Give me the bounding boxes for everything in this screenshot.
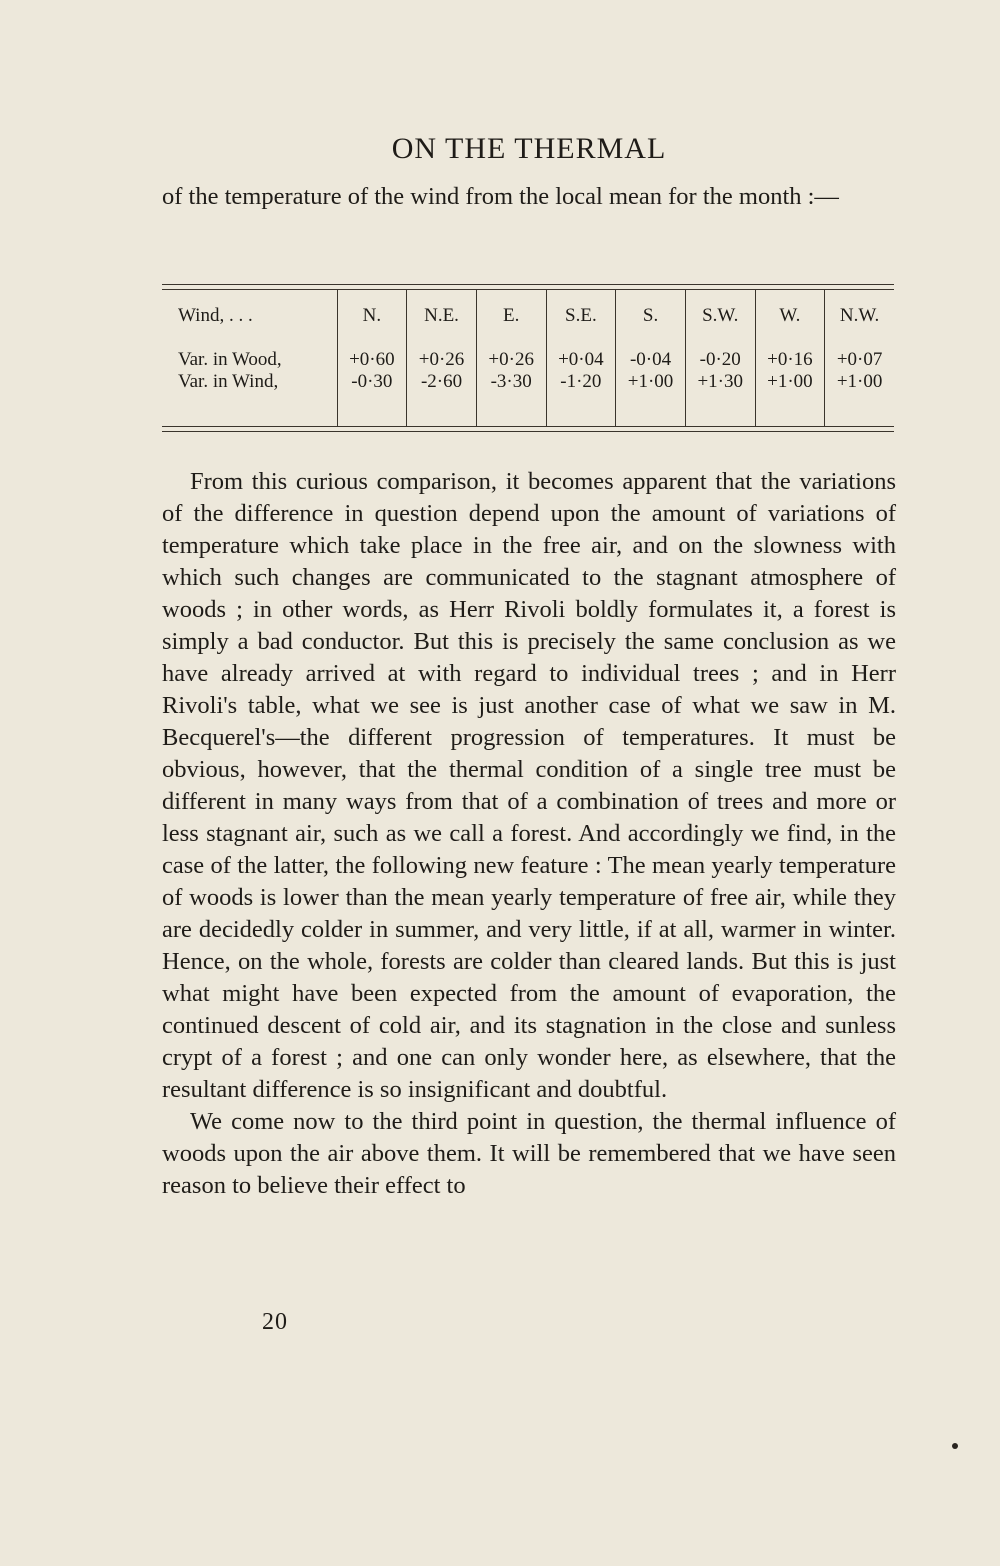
column-header: S.E. [546, 290, 616, 343]
table-cell: +0·26 [407, 343, 477, 371]
table-cell: +1·00 [616, 371, 686, 399]
table-cell: +0·16 [755, 343, 825, 371]
table-row [162, 343, 894, 371]
data-table [162, 290, 894, 426]
table-cell: +0·07 [836, 349, 883, 371]
body-text-block [162, 466, 896, 1202]
table-cell: -0·20 [685, 343, 755, 371]
wind-variation-table [162, 284, 894, 432]
table-cell: +0·26 [476, 343, 546, 371]
column-header: S. [616, 290, 686, 343]
table-cell: -2·60 [407, 371, 477, 399]
ink-speck [952, 1443, 958, 1449]
table-cell: +1·00 [755, 371, 825, 399]
intro-text-block [162, 181, 896, 213]
table-cell: +1·30 [685, 371, 755, 399]
table-cell: +1·00 [836, 371, 883, 393]
table-header-row [162, 290, 894, 343]
table-cell: +0·04 [546, 343, 616, 371]
table-cell: -1·20 [546, 371, 616, 399]
row-label: Var. in Wood, [162, 343, 337, 371]
column-header: W. [755, 290, 825, 343]
column-header: N.E. [407, 290, 477, 343]
column-header: N.W. [839, 305, 880, 327]
row-label-header: Wind, . . . [162, 290, 337, 343]
table-cell: -3·30 [476, 371, 546, 399]
table-cell: -0·30 [337, 371, 407, 399]
intro-paragraph: of the temperature of the wind from the local mean for the month :— [162, 183, 839, 210]
table-spacer-row [162, 400, 894, 426]
table-cell: -0·04 [616, 343, 686, 371]
column-header: E. [476, 290, 546, 343]
table-row [162, 371, 894, 399]
column-header: S.W. [685, 290, 755, 343]
table-cell: +0·60 [337, 343, 407, 371]
row-label: Var. in Wind, [162, 371, 337, 399]
body-paragraph: We come now to the third point in question, the thermal influence of woods upon the air above them. It will be remembered that we have seen reason to believe their effect to [162, 1108, 896, 1199]
body-paragraph: From this curious comparison, it becomes apparent that the variations of the difference in question depend upon the amount of variations of temperature which take place in the free air, and on the slowness with which such changes are communicated to the stagnant atmosphere of woods ; in other words, as Herr Rivoli boldly formulates it, a forest is simply a bad conductor. But this is precisely the same conclusion as we have already arrived at with regard to individual trees ; and in Herr Rivoli's table, what we see is just another case of what we saw in M. Becquerel's—the different progression of temperatures. It must be obvious, however, that the thermal condition of a single tree must be different in many ways from that of a combination of trees and more or less stagnant air, such as we call a forest. And accordingly we find, in the case of the latter, the following new feature : The mean yearly temperature of woods is lower than the mean yearly temperature of free air, while they are decidedly colder in summer, and very little, if at all, warmer in winter. Hence, on the whole, forests are colder than cleared lands. But this is just what might have been expected from the amount of evaporation, the continued descent of cold air, and its stagnation in the close and sunless crypt of a forest ; and one can only wonder here, as elsewhere, that the resultant difference is so insignificant and doubtful. [162, 468, 896, 1103]
page-number: 20 [262, 1309, 288, 1335]
running-head: ON THE THERMAL [391, 132, 667, 165]
column-header: N. [337, 290, 407, 343]
